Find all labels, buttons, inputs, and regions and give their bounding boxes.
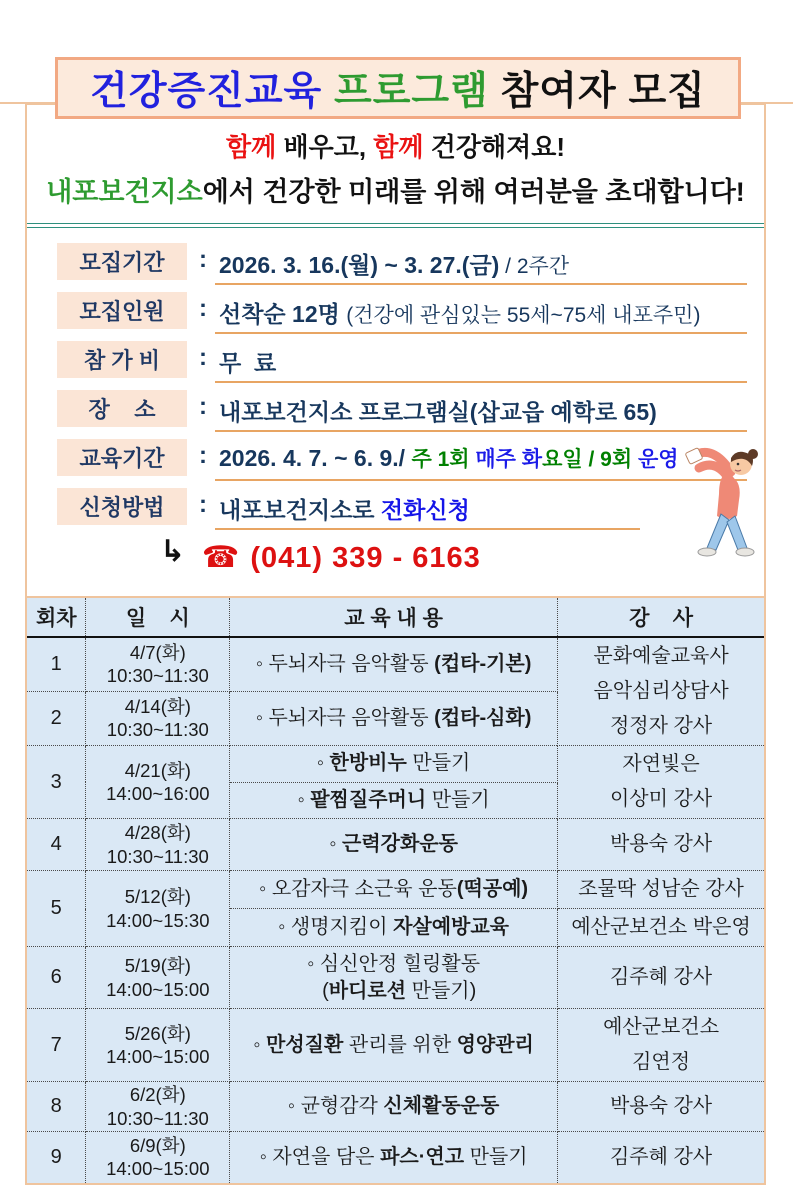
text-segment: 내포보건지소 xyxy=(46,177,203,207)
table-cell-date: 5/19(화) 14:00~15:00 xyxy=(86,947,230,1009)
underline xyxy=(215,283,747,285)
phone-number-text: (041) 339 - 6163 xyxy=(250,542,481,574)
info-value-segment: 주 1회 xyxy=(411,448,476,471)
table-cell-date: 6/9(화) 14:00~15:00 xyxy=(86,1132,230,1183)
content-segment: ◦ xyxy=(253,1033,267,1056)
phone-number xyxy=(202,540,481,575)
content-segment: 만들기 xyxy=(426,788,490,811)
info-row xyxy=(27,238,764,287)
info-value xyxy=(219,247,569,280)
underline xyxy=(215,332,747,334)
info-value xyxy=(219,296,700,329)
table-cell-content xyxy=(230,782,558,819)
info-colon: : xyxy=(199,246,207,273)
table-cell-num: 2 xyxy=(27,691,86,745)
table-row xyxy=(27,1132,764,1183)
info-label: 모집기간 xyxy=(57,243,187,280)
content-segment: ◦ xyxy=(316,752,330,775)
content-segment: 파스·연고 xyxy=(380,1145,465,1168)
table-cell-teacher: 자연빛은 이상미 강사 xyxy=(558,746,764,819)
table-row xyxy=(27,746,764,783)
table-cell-date: 6/2(화) 10:30~11:30 xyxy=(86,1082,230,1132)
info-value-segment: / 9회 xyxy=(582,448,638,471)
table-cell-teacher: 문화예술교육사 음악심리상담사 정정자 강사 xyxy=(558,637,764,746)
info-value xyxy=(219,345,276,378)
content-segment: 팥찜질주머니 xyxy=(310,788,427,811)
table-cell-num: 6 xyxy=(27,947,86,1009)
table-cell-teacher: 박용숙 강사 xyxy=(558,1082,764,1132)
content-segment: 영양관리 xyxy=(456,1033,534,1056)
underline xyxy=(215,381,747,383)
subtitle-line-2 xyxy=(31,170,760,209)
info-value xyxy=(219,443,679,473)
content-segment: 만들기 xyxy=(406,752,471,775)
table-row xyxy=(27,819,764,871)
table-cell-teacher: 예산군보건소 김연정 xyxy=(558,1009,764,1082)
table-cell-num: 8 xyxy=(27,1082,86,1132)
telephone-icon: ☎ xyxy=(202,541,241,574)
table-cell-content xyxy=(230,1132,558,1183)
info-value-segment: 내포보건지소로 xyxy=(219,497,381,523)
content-segment: ◦ 심신안정 힐링활동 xyxy=(307,952,481,975)
table-row xyxy=(27,1009,764,1082)
content-segment: (떡공예) xyxy=(456,878,529,900)
text-segment: 건강증진교육 xyxy=(90,70,323,113)
text-segment: 에서 건강한 미래를 위해 여러분을 초대합니다! xyxy=(202,177,745,207)
table-header-cell: 강 사 xyxy=(558,597,764,637)
table-cell-num: 9 xyxy=(27,1132,86,1183)
info-colon: : xyxy=(199,442,207,469)
table-cell-teacher: 예산군보건소 박은영 xyxy=(558,909,764,947)
info-label: 장 소 xyxy=(57,390,187,427)
table-cell-teacher: 김주혜 강사 xyxy=(558,947,764,1009)
table-cell-teacher: 김주혜 강사 xyxy=(558,1132,764,1183)
info-value-segment: 운영 xyxy=(637,448,679,471)
subtitle-line-1 xyxy=(37,127,754,164)
content-segment: (컵타-심화) xyxy=(434,706,532,729)
table-cell-num: 1 xyxy=(27,637,86,691)
arrow-down-right-icon: ↳ xyxy=(160,535,186,568)
info-value-segment: (건강에 관심있는 55세~75세 내포주민) xyxy=(346,304,701,327)
table-cell-num: 4 xyxy=(27,819,86,871)
table-cell-content xyxy=(230,691,558,745)
content-segment: ◦ 두뇌자극 음악활동 xyxy=(255,652,435,675)
table-header-cell: 회차 xyxy=(27,597,86,637)
content-segment: ◦ xyxy=(329,833,342,855)
table-row xyxy=(27,871,764,909)
table-cell-content xyxy=(230,819,558,871)
content-segment: 한방비누 xyxy=(329,752,407,775)
info-colon: : xyxy=(199,295,207,322)
table-cell-num: 3 xyxy=(27,746,86,819)
content-segment: ◦ xyxy=(297,788,311,811)
info-label: 신청방법 xyxy=(57,488,187,525)
table-cell-content xyxy=(230,871,558,909)
info-value-segment: 2026. 3. 16.(월) ~ 3. 27.(금) xyxy=(219,252,500,278)
info-row xyxy=(27,385,764,434)
info-colon: : xyxy=(199,393,207,420)
table-cell-content xyxy=(230,746,558,783)
poster-title xyxy=(55,57,741,119)
content-segment: ◦ 자연을 담은 xyxy=(259,1145,381,1168)
text-segment: 함께 xyxy=(373,132,424,162)
content-segment: 만성질환 xyxy=(266,1033,344,1056)
info-row xyxy=(27,434,764,483)
content-segment: ◦ 오감자극 소근육 운동 xyxy=(259,878,457,900)
info-value xyxy=(219,492,470,525)
content-segment: ◦ 두뇌자극 음악활동 xyxy=(255,706,435,729)
text-segment: 함께 xyxy=(226,132,277,162)
info-label: 참 가 비 xyxy=(57,341,187,378)
content-segment: 바디로션 xyxy=(328,979,407,1002)
schedule-table xyxy=(27,596,764,1183)
info-value-segment: 요일 xyxy=(542,448,583,471)
content-segment: ◦ 생명지킴이 xyxy=(278,916,394,938)
underline xyxy=(215,430,747,432)
text-segment: 프로그램 xyxy=(322,70,489,113)
info-colon: : xyxy=(199,344,207,371)
info-value-segment: 2026. 4. 7. ~ 6. 9./ xyxy=(219,445,412,471)
content-segment: 만들기 xyxy=(464,1145,528,1168)
info-value-segment: 무 료 xyxy=(219,350,277,376)
table-header-cell: 일 시 xyxy=(86,597,230,637)
info-colon: : xyxy=(199,491,207,518)
underline xyxy=(215,479,747,481)
stretching-person-illustration xyxy=(679,442,771,560)
underline xyxy=(215,528,640,530)
table-cell-content xyxy=(230,1082,558,1132)
table-cell-teacher: 박용숙 강사 xyxy=(558,819,764,871)
info-label: 교육기간 xyxy=(57,439,187,476)
content-segment: ◦ 균형감각 xyxy=(287,1095,384,1117)
phone-row xyxy=(27,534,764,588)
table-cell-date: 5/12(화) 14:00~15:30 xyxy=(86,871,230,947)
text-segment: 배우고, xyxy=(276,132,374,162)
table-cell-content xyxy=(230,947,558,1009)
table-cell-date: 4/21(화) 14:00~16:00 xyxy=(86,746,230,819)
content-segment: 신체활동운동 xyxy=(383,1095,500,1117)
table-cell-num: 5 xyxy=(27,871,86,947)
content-segment: 자살예방교육 xyxy=(393,916,509,938)
table-cell-date: 4/28(화) 10:30~11:30 xyxy=(86,819,230,871)
table-cell-date: 5/26(화) 14:00~15:00 xyxy=(86,1009,230,1082)
info-value xyxy=(219,394,657,427)
table-cell-teacher: 조물딱 성남순 강사 xyxy=(558,871,764,909)
table-row xyxy=(27,1082,764,1132)
info-label: 모집인원 xyxy=(57,292,187,329)
content-segment: ( xyxy=(311,979,329,1002)
table-cell-num: 7 xyxy=(27,1009,86,1082)
table-cell-content xyxy=(230,637,558,691)
info-value-segment: 선착순 12명 xyxy=(219,301,347,327)
info-row xyxy=(27,483,764,532)
table-cell-date: 4/14(화) 10:30~11:30 xyxy=(86,691,230,745)
table-cell-date: 4/7(화) 10:30~11:30 xyxy=(86,637,230,691)
table-row xyxy=(27,637,764,691)
content-frame xyxy=(25,103,766,1185)
content-segment: 만들기) xyxy=(406,979,477,1002)
info-row xyxy=(27,287,764,336)
info-value-segment: 내포보건지소 프로그램실(삽교읍 예학로 65) xyxy=(219,399,657,425)
content-segment: 관리를 위한 xyxy=(343,1033,457,1056)
info-value-segment: 매주 화 xyxy=(475,448,543,471)
text-segment: 건강해져요! xyxy=(423,132,565,162)
text-segment: 참여자 모집 xyxy=(488,70,706,113)
info-row xyxy=(27,336,764,385)
content-segment: (컵타-기본) xyxy=(434,652,532,675)
info-section xyxy=(27,228,764,532)
table-cell-content xyxy=(230,909,558,947)
content-segment: 근력강화운동 xyxy=(342,833,458,855)
table-cell-content xyxy=(230,1009,558,1082)
table-header-row xyxy=(27,597,764,637)
info-value-segment: 전화신청 xyxy=(380,497,470,523)
table-header-cell: 교 육 내 용 xyxy=(230,597,558,637)
info-value-segment: / 2주간 xyxy=(499,255,570,278)
table-row xyxy=(27,947,764,1009)
